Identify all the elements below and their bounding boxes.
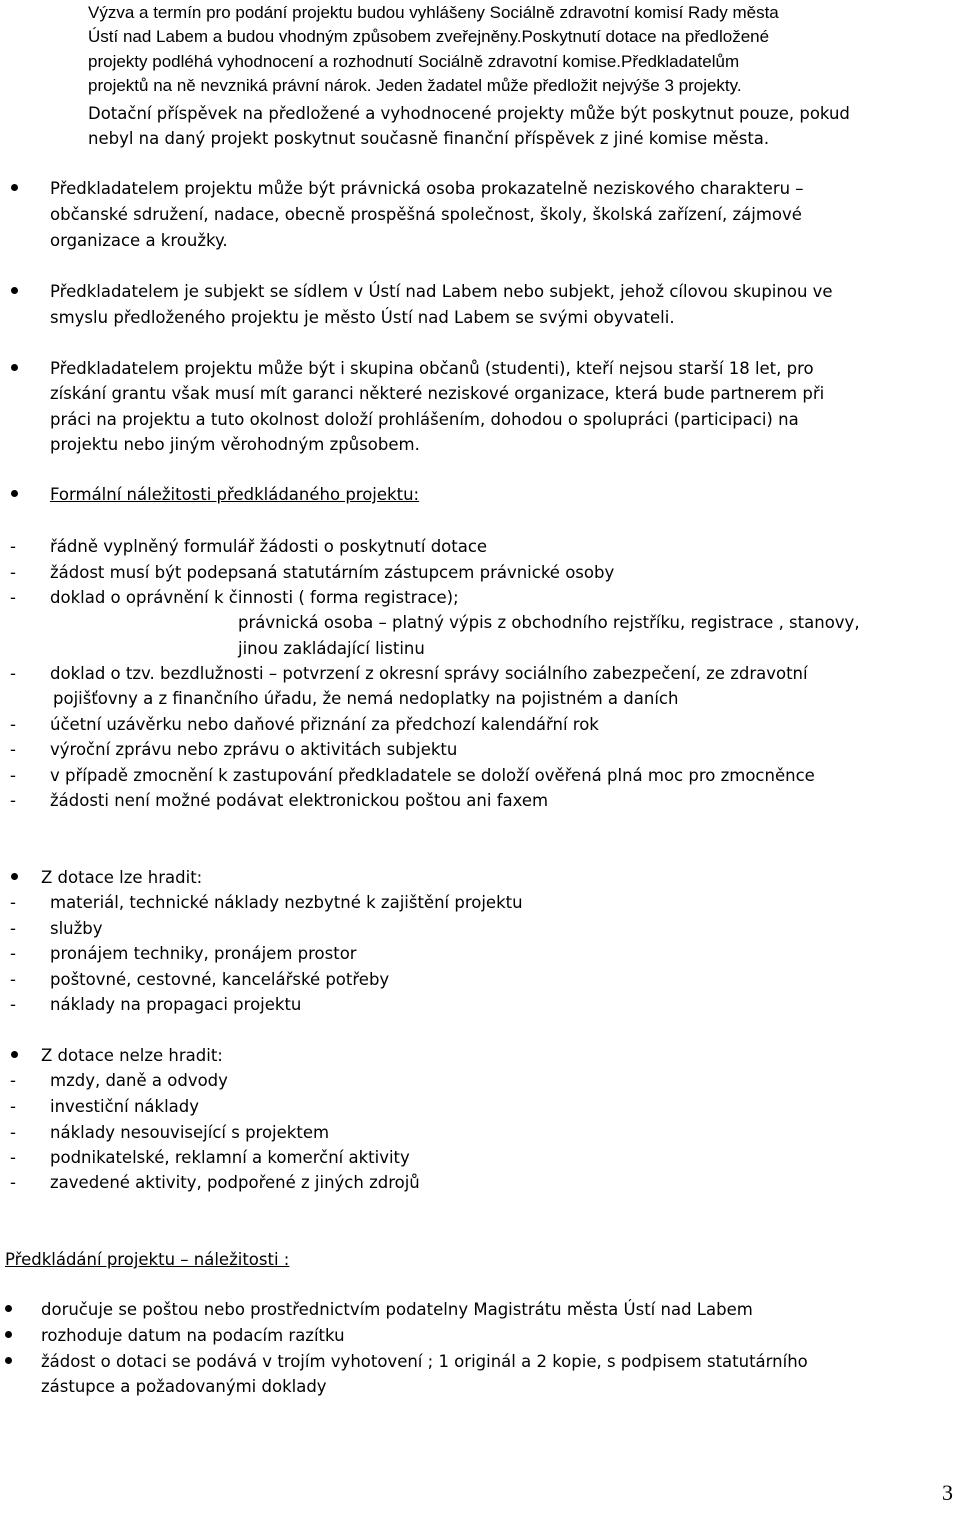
dash-marker: - xyxy=(10,715,16,734)
formal-item: žádosti není možné podávat elektronickou poštou ani faxem xyxy=(50,791,549,810)
intro-line: projekty podléhá vyhodnocení a rozhodnutí Sociálně zdravotní komise.Předkladatelům xyxy=(88,52,740,71)
ineligible-costs-heading: Z dotace nelze hradit: xyxy=(41,1046,223,1065)
eligibility-line: organizace a kroužky. xyxy=(50,231,228,250)
formal-subitem: právnická osoba – platný výpis z obchodního rejstříku, registrace , stanovy, xyxy=(238,613,860,632)
eligible-cost-item: náklady na propagaci projektu xyxy=(50,995,302,1014)
dash-marker: - xyxy=(10,740,16,759)
intro-line: nebyl na daný projekt poskytnut současně finanční příspěvek z jiné komise města. xyxy=(88,129,770,148)
dash-marker: - xyxy=(10,1173,16,1192)
ineligible-cost-item: zavedené aktivity, podpořené z jiných zdrojů xyxy=(50,1173,420,1192)
dash-marker: - xyxy=(10,944,16,963)
dash-marker: - xyxy=(10,766,16,785)
submission-item: zástupce a požadovanými doklady xyxy=(41,1377,327,1396)
formal-item: účetní uzávěrku nebo daňové přiznání za předchozí kalendářní rok xyxy=(50,715,599,734)
dash-marker: - xyxy=(10,1123,16,1142)
ineligible-cost-item: podnikatelské, reklamní a komerční aktivity xyxy=(50,1148,410,1167)
dash-marker: - xyxy=(10,1097,16,1116)
intro-line: Výzva a termín pro podání projektu budou vyhlášeny Sociálně zdravotní komisí Rady města xyxy=(88,3,779,22)
eligibility-line: projektu nebo jiným věrohodným způsobem. xyxy=(50,435,420,454)
dash-marker: - xyxy=(10,1071,16,1090)
ineligible-cost-item: investiční náklady xyxy=(50,1097,200,1116)
dash-marker: - xyxy=(10,919,16,938)
eligibility-line: občanské sdružení, nadace, obecně prospěšná společnost, školy, školská zařízení, zájmové xyxy=(50,205,802,224)
intro-line: Dotační příspěvek na předložené a vyhodnocené projekty může být poskytnut pouze, pokud xyxy=(88,104,850,123)
bullet-icon xyxy=(11,364,18,371)
formal-requirements-heading: Formální náležitosti předkládaného projektu: xyxy=(50,485,420,504)
eligible-costs-heading: Z dotace lze hradit: xyxy=(41,868,203,887)
submission-heading: Předkládání projektu – náležitosti : xyxy=(5,1250,290,1269)
eligibility-line: práci na projektu a tuto okolnost doloží prohlášením, dohodou o spolupráci (participaci) na xyxy=(50,410,799,429)
eligible-cost-item: poštovné, cestovné, kancelářské potřeby xyxy=(50,970,390,989)
page-number: 3 xyxy=(942,1480,953,1505)
eligible-cost-item: služby xyxy=(50,919,103,938)
eligibility-line: Předkladatelem je subjekt se sídlem v Ústí nad Labem nebo subjekt, jehož cílovou skupinou ve xyxy=(50,282,833,301)
eligibility-line: Předkladatelem projektu může být právnická osoba prokazatelně neziskového charakteru – xyxy=(50,179,804,198)
submission-item: rozhoduje datum na podacím razítku xyxy=(41,1326,345,1345)
formal-item: doklad o tzv. bezdlužnosti – potvrzení z okresní správy sociálního zabezpečení, ze zdravotní xyxy=(50,664,808,683)
dash-marker: - xyxy=(10,893,16,912)
dash-marker: - xyxy=(10,664,16,683)
ineligible-cost-item: mzdy, daně a odvody xyxy=(50,1071,228,1090)
dash-marker: - xyxy=(10,588,16,607)
formal-item: řádně vyplněný formulář žádosti o poskytnutí dotace xyxy=(50,537,488,556)
dash-marker: - xyxy=(10,791,16,810)
bullet-icon xyxy=(11,490,18,497)
bullet-icon xyxy=(11,184,18,191)
eligible-cost-item: pronájem techniky, pronájem prostor xyxy=(50,944,357,963)
formal-item: výroční zprávu nebo zprávu o aktivitách subjektu xyxy=(50,740,458,759)
intro-line: projektů na ně nevzniká právní nárok. Jeden žadatel může předložit nejvýše 3 projekty. xyxy=(88,76,742,95)
bullet-icon xyxy=(11,873,18,880)
dash-marker: - xyxy=(10,970,16,989)
bullet-icon xyxy=(5,1331,12,1338)
eligibility-line: Předkladatelem projektu může být i skupina občanů (studenti), kteří nejsou starší 18 let, pro xyxy=(50,359,814,378)
formal-item: žádost musí být podepsaná statutárním zástupcem právnické osoby xyxy=(50,563,615,582)
formal-item: v případě zmocnění k zastupování předkladatele se doloží ověřená plná moc pro zmocněnce xyxy=(50,766,815,785)
dash-marker: - xyxy=(10,1148,16,1167)
dash-marker: - xyxy=(10,563,16,582)
bullet-icon xyxy=(5,1357,12,1364)
formal-subitem: jinou zakládající listinu xyxy=(238,639,425,658)
bullet-icon xyxy=(5,1305,12,1312)
bullet-icon xyxy=(11,287,18,294)
dash-marker: - xyxy=(10,995,16,1014)
bullet-icon xyxy=(11,1051,18,1058)
dash-marker: - xyxy=(10,537,16,556)
submission-item: žádost o dotaci se podává v trojím vyhotovení ; 1 originál a 2 kopie, s podpisem statutárního xyxy=(41,1352,808,1371)
formal-item: doklad o oprávnění k činnosti ( forma registrace); xyxy=(50,588,459,607)
eligibility-line: získání grantu však musí mít garanci některé neziskové organizace, která bude partnerem při xyxy=(50,384,825,403)
submission-item: doručuje se poštou nebo prostřednictvím podatelny Magistrátu města Ústí nad Labem xyxy=(41,1300,753,1319)
ineligible-cost-item: náklady nesouvisející s projektem xyxy=(50,1123,330,1142)
intro-line: Ústí nad Labem a budou vhodným způsobem zveřejněny.Poskytnutí dotace na předložené xyxy=(88,27,770,46)
eligibility-line: smyslu předloženého projektu je město Ústí nad Labem se svými obyvateli. xyxy=(50,308,675,327)
formal-item: pojišťovny a z finančního úřadu, že nemá nedoplatky na pojistném a daních xyxy=(53,689,679,708)
eligible-cost-item: materiál, technické náklady nezbytné k zajištění projektu xyxy=(50,893,523,912)
